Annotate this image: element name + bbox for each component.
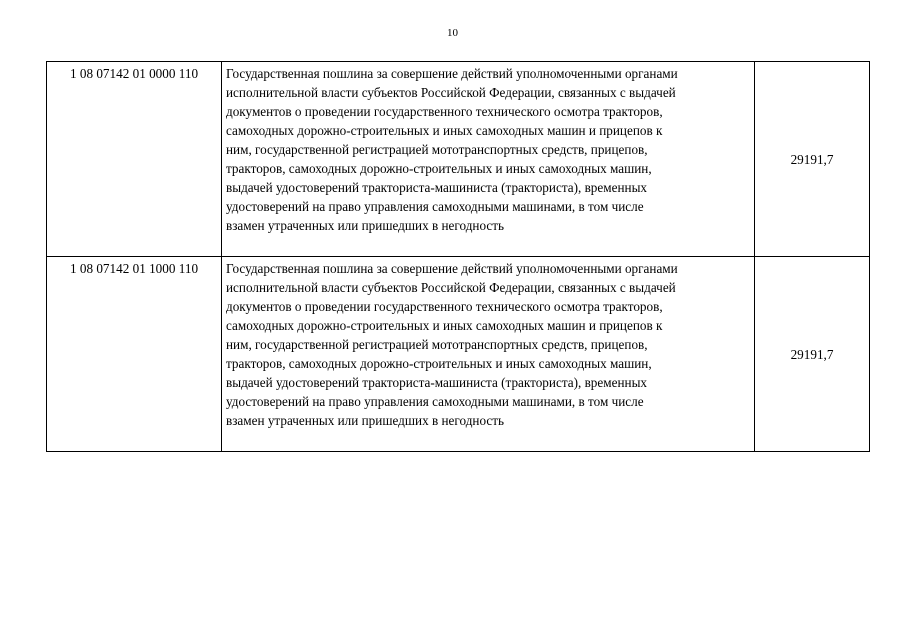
amount-value: 29191,7 xyxy=(755,62,870,257)
description-line: документов о проведении государственного технического осмотра тракторов, xyxy=(226,104,663,119)
description-line: самоходных дорожно-строительных и иных самоходных машин и прицепов к xyxy=(226,318,663,333)
budget-classification-code: 1 08 07142 01 0000 110 xyxy=(47,62,222,257)
description-line: документов о проведении государственного технического осмотра тракторов, xyxy=(226,299,663,314)
table-row xyxy=(47,257,870,452)
budget-revenue-table xyxy=(46,61,870,452)
revenue-description xyxy=(222,257,755,452)
description-line: исполнительной власти субъектов Российской Федерации, связанных с выдачей xyxy=(226,85,676,100)
description-line: ним, государственной регистрацией мототранспортных средств, прицепов, xyxy=(226,337,648,352)
description-line: выдачей удостоверений тракториста-машиниста (тракториста), временных xyxy=(226,180,648,195)
table-row xyxy=(47,62,870,257)
description-line: взамен утраченных или пришедших в негодность xyxy=(226,413,505,428)
description-line: исполнительной власти субъектов Российской Федерации, связанных с выдачей xyxy=(226,280,676,295)
description-line: Государственная пошлина за совершение действий уполномоченными органами xyxy=(226,261,678,276)
description-line: взамен утраченных или пришедших в негодность xyxy=(226,218,505,233)
budget-classification-code: 1 08 07142 01 1000 110 xyxy=(47,257,222,452)
description-line: тракторов, самоходных дорожно-строительных и иных самоходных машин, xyxy=(226,356,652,371)
description-line: самоходных дорожно-строительных и иных самоходных машин и прицепов к xyxy=(226,123,663,138)
description-line: удостоверений на право управления самоходными машинами, в том числе xyxy=(226,394,644,409)
amount-value: 29191,7 xyxy=(755,257,870,452)
description-line: Государственная пошлина за совершение действий уполномоченными органами xyxy=(226,66,678,81)
description-line: ним, государственной регистрацией мототранспортных средств, прицепов, xyxy=(226,142,648,157)
page-number: 10 xyxy=(447,27,458,39)
revenue-description xyxy=(222,62,755,257)
description-line: выдачей удостоверений тракториста-машиниста (тракториста), временных xyxy=(226,375,648,390)
description-line: удостоверений на право управления самоходными машинами, в том числе xyxy=(226,199,644,214)
description-line: тракторов, самоходных дорожно-строительных и иных самоходных машин, xyxy=(226,161,652,176)
